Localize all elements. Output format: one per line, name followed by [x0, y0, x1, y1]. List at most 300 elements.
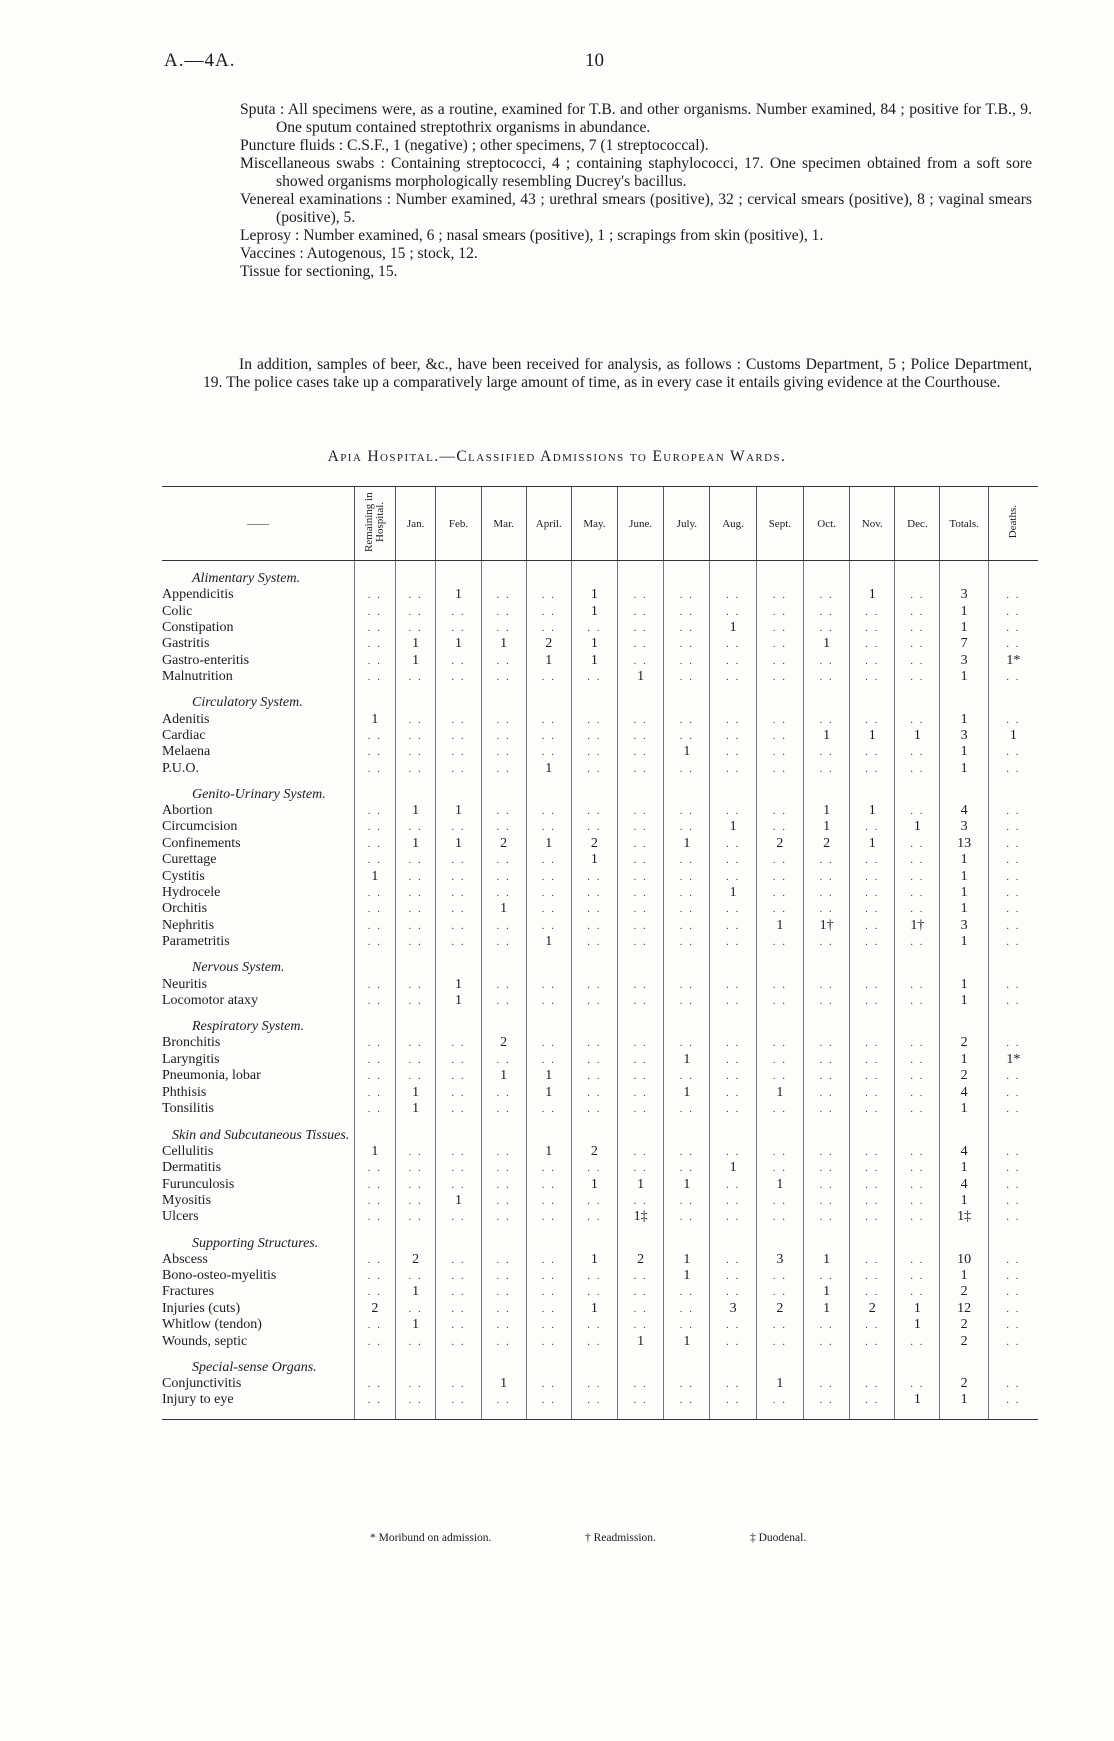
paragraph-sputa: Sputa : All specimens were, as a routine, examined for T.B. and other organisms. Number examined, 84 ; positive for T.B., 9. One sputum contained streptothrix organisms in abundance.: [240, 101, 1032, 136]
empty-placeholder: . .: [355, 1052, 396, 1068]
table-cell: 2: [804, 836, 850, 852]
table-cell: 1*: [988, 1052, 1038, 1068]
empty-cell: [940, 1226, 988, 1252]
lab-report-paragraphs: [240, 101, 1032, 281]
empty-placeholder: . .: [355, 1252, 396, 1268]
column-header-july: July.: [664, 487, 710, 561]
empty-placeholder: . .: [436, 669, 481, 685]
section-header-row: [162, 777, 1038, 803]
empty-cell: [395, 1226, 436, 1252]
empty-placeholder: . .: [988, 587, 1038, 603]
table-cell: 3: [940, 918, 988, 934]
empty-placeholder: . .: [804, 1333, 850, 1349]
empty-placeholder: . .: [710, 1268, 756, 1284]
empty-placeholder: . .: [710, 711, 756, 727]
table-cell: 1: [436, 976, 481, 992]
table-row: [162, 1376, 1038, 1392]
table-cell: 2: [756, 1301, 803, 1317]
empty-placeholder: . .: [571, 1193, 617, 1209]
table-cell: 2: [571, 836, 617, 852]
empty-cell: [481, 1009, 526, 1035]
empty-placeholder: . .: [850, 1333, 895, 1349]
row-label: Myositis: [162, 1192, 212, 1208]
table-cell: 1: [804, 1252, 850, 1268]
empty-placeholder: . .: [756, 669, 803, 685]
empty-placeholder: . .: [355, 728, 396, 744]
table-cell: 1: [756, 918, 803, 934]
empty-placeholder: . .: [850, 819, 895, 835]
empty-placeholder: . .: [988, 744, 1038, 760]
empty-placeholder: . .: [526, 852, 571, 868]
table-row: [162, 901, 1038, 917]
table-cell: 1: [436, 993, 481, 1009]
empty-cell: [804, 1117, 850, 1143]
paragraph-puncture-fluids: Puncture fluids : C.S.F., 1 (negative) ; other specimens, 7 (1 streptococcal).: [240, 137, 709, 154]
empty-placeholder: . .: [481, 1101, 526, 1117]
empty-placeholder: . .: [395, 711, 436, 727]
table-cell: 1: [804, 1301, 850, 1317]
empty-placeholder: . .: [481, 653, 526, 669]
empty-placeholder: . .: [481, 1392, 526, 1419]
empty-cell: [756, 561, 803, 588]
empty-placeholder: . .: [571, 934, 617, 950]
table-row: [162, 1268, 1038, 1284]
empty-placeholder: . .: [756, 1392, 803, 1419]
empty-cell: [710, 1226, 756, 1252]
empty-cell: [940, 777, 988, 803]
empty-placeholder: . .: [710, 1392, 756, 1419]
empty-placeholder: . .: [618, 1193, 664, 1209]
empty-placeholder: . .: [436, 819, 481, 835]
empty-placeholder: . .: [804, 1144, 850, 1160]
empty-placeholder: . .: [804, 993, 850, 1009]
empty-placeholder: . .: [436, 761, 481, 777]
empty-cell: [710, 1117, 756, 1143]
paragraph-tissue: Tissue for sectioning, 15.: [240, 263, 398, 280]
empty-placeholder: . .: [850, 711, 895, 727]
empty-placeholder: . .: [618, 1376, 664, 1392]
empty-placeholder: . .: [526, 1252, 571, 1268]
empty-placeholder: . .: [436, 1317, 481, 1333]
table-cell: 1: [940, 603, 988, 619]
empty-placeholder: . .: [710, 1052, 756, 1068]
empty-placeholder: . .: [436, 885, 481, 901]
empty-placeholder: . .: [850, 901, 895, 917]
empty-cell: [571, 1350, 617, 1376]
empty-placeholder: . .: [895, 993, 940, 1009]
empty-cell: [804, 1350, 850, 1376]
row-label: Parametritis: [162, 934, 230, 950]
empty-cell: [355, 950, 396, 976]
empty-placeholder: . .: [618, 1035, 664, 1051]
paragraph-vaccines: Vaccines : Autogenous, 15 ; stock, 12.: [240, 245, 478, 262]
empty-placeholder: . .: [481, 603, 526, 619]
empty-cell: [571, 1117, 617, 1143]
empty-placeholder: . .: [988, 1035, 1038, 1051]
column-header-dec: Dec.: [895, 487, 940, 561]
footnote-duodenal: ‡ Duodenal.: [750, 1532, 807, 1544]
empty-placeholder: . .: [526, 993, 571, 1009]
table-row: [162, 1209, 1038, 1225]
paragraph-miscellaneous-swabs: Miscellaneous swabs : Containing streptococci, 4 ; containing staphylococci, 17. One specimen obtained from a soft sore showed organisms morphologically resembling Ducrey's bacillus.: [240, 155, 1032, 190]
empty-placeholder: . .: [895, 603, 940, 619]
empty-placeholder: . .: [355, 1160, 396, 1176]
table-cell: 2: [940, 1376, 988, 1392]
empty-cell: [940, 1117, 988, 1143]
admissions-table: [162, 486, 1038, 1420]
empty-placeholder: . .: [395, 587, 436, 603]
table-cell: 1: [710, 885, 756, 901]
empty-placeholder: . .: [355, 1193, 396, 1209]
table-cell: 1: [618, 1176, 664, 1192]
empty-cell: [526, 1009, 571, 1035]
table-row: [162, 669, 1038, 685]
table-row: [162, 728, 1038, 744]
empty-placeholder: . .: [395, 1268, 436, 1284]
empty-cell: [895, 561, 940, 588]
empty-placeholder: . .: [895, 669, 940, 685]
row-label: Cardiac: [162, 727, 206, 743]
table-cell: 1: [436, 836, 481, 852]
empty-placeholder: . .: [618, 868, 664, 884]
empty-placeholder: . .: [664, 587, 710, 603]
empty-cell: [850, 685, 895, 711]
empty-cell: [664, 1117, 710, 1143]
empty-cell: [355, 777, 396, 803]
table-cell: 1: [895, 819, 940, 835]
empty-placeholder: . .: [395, 1068, 436, 1084]
section-title: Genito-Urinary System.: [192, 786, 326, 802]
empty-placeholder: . .: [526, 901, 571, 917]
table-cell: 1: [481, 901, 526, 917]
table-header-row: [162, 487, 1038, 561]
empty-cell: [481, 1117, 526, 1143]
table-cell: 2: [756, 836, 803, 852]
empty-placeholder: . .: [481, 1193, 526, 1209]
empty-placeholder: . .: [664, 711, 710, 727]
empty-placeholder: . .: [481, 1144, 526, 1160]
empty-placeholder: . .: [481, 885, 526, 901]
empty-placeholder: . .: [355, 934, 396, 950]
empty-placeholder: . .: [436, 1376, 481, 1392]
row-label: Abscess: [162, 1251, 208, 1267]
empty-placeholder: . .: [481, 1317, 526, 1333]
empty-placeholder: . .: [481, 993, 526, 1009]
empty-cell: [355, 1117, 396, 1143]
table-cell: 1: [940, 885, 988, 901]
empty-placeholder: . .: [988, 1284, 1038, 1300]
empty-placeholder: . .: [895, 1084, 940, 1100]
empty-placeholder: . .: [618, 761, 664, 777]
empty-placeholder: . .: [571, 1376, 617, 1392]
empty-placeholder: . .: [664, 1209, 710, 1225]
empty-placeholder: . .: [988, 1333, 1038, 1349]
empty-placeholder: . .: [756, 1193, 803, 1209]
table-row: [162, 1333, 1038, 1349]
table-cell: 1: [436, 636, 481, 652]
section-header-row: [162, 950, 1038, 976]
empty-placeholder: . .: [988, 1068, 1038, 1084]
empty-placeholder: . .: [756, 1101, 803, 1117]
empty-placeholder: . .: [850, 1035, 895, 1051]
table-row: [162, 993, 1038, 1009]
section-header-row: [162, 1117, 1038, 1143]
empty-cell: [618, 1350, 664, 1376]
empty-placeholder: . .: [481, 744, 526, 760]
empty-placeholder: . .: [804, 669, 850, 685]
table-cell: 1: [526, 934, 571, 950]
empty-placeholder: . .: [895, 761, 940, 777]
table-cell: 1: [571, 587, 617, 603]
empty-placeholder: . .: [395, 1035, 436, 1051]
table-cell: 1: [940, 711, 988, 727]
empty-placeholder: . .: [895, 1176, 940, 1192]
empty-placeholder: . .: [355, 1392, 396, 1419]
column-header-remaining: [355, 487, 396, 561]
empty-placeholder: . .: [756, 653, 803, 669]
table-cell: 2: [571, 1144, 617, 1160]
table-cell: 1: [756, 1176, 803, 1192]
empty-placeholder: . .: [850, 669, 895, 685]
row-label: Phthisis: [162, 1084, 207, 1100]
empty-placeholder: . .: [664, 993, 710, 1009]
footnote-moribund: * Moribund on admission.: [370, 1532, 492, 1544]
empty-placeholder: . .: [710, 636, 756, 652]
table-cell: 1: [395, 803, 436, 819]
table-cell: 3: [940, 587, 988, 603]
table-cell: 1: [804, 728, 850, 744]
empty-placeholder: . .: [481, 1333, 526, 1349]
empty-cell: [664, 1009, 710, 1035]
empty-placeholder: . .: [618, 934, 664, 950]
empty-placeholder: . .: [756, 1144, 803, 1160]
empty-placeholder: . .: [395, 885, 436, 901]
row-label: Bronchitis: [162, 1035, 221, 1051]
empty-cell: [664, 561, 710, 588]
table-cell: 7: [940, 636, 988, 652]
empty-placeholder: . .: [850, 636, 895, 652]
empty-placeholder: . .: [850, 993, 895, 1009]
empty-placeholder: . .: [804, 1160, 850, 1176]
table-cell: 1: [664, 1268, 710, 1284]
empty-placeholder: . .: [618, 1301, 664, 1317]
empty-cell: [804, 777, 850, 803]
empty-cell: [756, 685, 803, 711]
empty-cell: [804, 950, 850, 976]
empty-cell: [895, 1009, 940, 1035]
empty-placeholder: . .: [571, 1392, 617, 1419]
section-header-row: [162, 1350, 1038, 1376]
empty-placeholder: . .: [436, 744, 481, 760]
empty-placeholder: . .: [571, 744, 617, 760]
empty-placeholder: . .: [571, 1284, 617, 1300]
empty-placeholder: . .: [436, 1301, 481, 1317]
empty-placeholder: . .: [395, 819, 436, 835]
empty-cell: [940, 561, 988, 588]
empty-cell: [988, 1226, 1038, 1252]
table-cell: 1: [940, 852, 988, 868]
empty-placeholder: . .: [850, 1376, 895, 1392]
table-row: [162, 1176, 1038, 1192]
table-cell: 4: [940, 803, 988, 819]
empty-placeholder: . .: [395, 852, 436, 868]
empty-placeholder: . .: [618, 1084, 664, 1100]
empty-placeholder: . .: [804, 934, 850, 950]
empty-placeholder: . .: [895, 1144, 940, 1160]
empty-cell: [988, 1117, 1038, 1143]
empty-placeholder: . .: [355, 653, 396, 669]
empty-placeholder: . .: [355, 885, 396, 901]
empty-placeholder: . .: [355, 1268, 396, 1284]
empty-placeholder: . .: [436, 934, 481, 950]
section-title: Circulatory System.: [192, 695, 303, 711]
empty-cell: [618, 777, 664, 803]
empty-placeholder: . .: [850, 744, 895, 760]
empty-placeholder: . .: [850, 1068, 895, 1084]
table-cell: 1: [526, 1084, 571, 1100]
empty-placeholder: . .: [756, 819, 803, 835]
empty-placeholder: . .: [526, 1160, 571, 1176]
empty-cell: [850, 1350, 895, 1376]
empty-placeholder: . .: [395, 669, 436, 685]
empty-placeholder: . .: [526, 1193, 571, 1209]
empty-placeholder: . .: [988, 819, 1038, 835]
empty-placeholder: . .: [804, 1392, 850, 1419]
column-header-nov: Nov.: [850, 487, 895, 561]
empty-cell: [526, 1350, 571, 1376]
table-cell: 2: [481, 1035, 526, 1051]
empty-placeholder: . .: [710, 1084, 756, 1100]
empty-placeholder: . .: [481, 852, 526, 868]
empty-placeholder: . .: [618, 852, 664, 868]
empty-placeholder: . .: [664, 761, 710, 777]
empty-cell: [526, 1226, 571, 1252]
empty-cell: [664, 685, 710, 711]
empty-placeholder: . .: [618, 587, 664, 603]
empty-cell: [940, 950, 988, 976]
empty-placeholder: . .: [355, 1376, 396, 1392]
empty-placeholder: . .: [756, 711, 803, 727]
empty-cell: [526, 777, 571, 803]
footnote-readmission: † Readmission.: [585, 1532, 656, 1544]
section-header-row: [162, 1009, 1038, 1035]
empty-placeholder: . .: [895, 711, 940, 727]
empty-placeholder: . .: [756, 803, 803, 819]
empty-placeholder: . .: [618, 993, 664, 1009]
table-cell: 1: [355, 868, 396, 884]
empty-placeholder: . .: [804, 603, 850, 619]
empty-placeholder: . .: [850, 868, 895, 884]
empty-placeholder: . .: [804, 852, 850, 868]
table-cell: 1†: [895, 918, 940, 934]
empty-placeholder: . .: [395, 1376, 436, 1392]
table-cell: 1: [526, 1068, 571, 1084]
empty-placeholder: . .: [436, 1084, 481, 1100]
empty-placeholder: . .: [526, 1052, 571, 1068]
empty-placeholder: . .: [988, 1268, 1038, 1284]
table-row: [162, 1144, 1038, 1160]
empty-placeholder: . .: [664, 653, 710, 669]
empty-placeholder: . .: [710, 901, 756, 917]
row-label: Pneumonia, lobar: [162, 1068, 261, 1084]
empty-placeholder: . .: [571, 1333, 617, 1349]
column-header-june: June.: [618, 487, 664, 561]
empty-placeholder: . .: [988, 1144, 1038, 1160]
empty-placeholder: . .: [436, 918, 481, 934]
section-header-row: [162, 1226, 1038, 1252]
empty-placeholder: . .: [664, 1160, 710, 1176]
empty-cell: [618, 1009, 664, 1035]
empty-placeholder: . .: [710, 868, 756, 884]
empty-cell: [664, 1350, 710, 1376]
empty-placeholder: . .: [895, 901, 940, 917]
empty-placeholder: . .: [436, 711, 481, 727]
table-cell: 1: [664, 836, 710, 852]
empty-placeholder: . .: [988, 868, 1038, 884]
row-label: Adenitis: [162, 711, 210, 727]
empty-placeholder: . .: [710, 653, 756, 669]
table-cell: 1: [664, 1052, 710, 1068]
empty-cell: [481, 685, 526, 711]
table-cell: 4: [940, 1176, 988, 1192]
row-label: Dermatitis: [162, 1160, 222, 1176]
empty-placeholder: . .: [804, 761, 850, 777]
empty-placeholder: . .: [804, 976, 850, 992]
empty-placeholder: . .: [436, 901, 481, 917]
table-cell: 2: [481, 836, 526, 852]
table-row: [162, 1252, 1038, 1268]
empty-placeholder: . .: [481, 1284, 526, 1300]
empty-placeholder: . .: [988, 1160, 1038, 1176]
row-label: Circumcision: [162, 819, 238, 835]
empty-placeholder: . .: [895, 885, 940, 901]
row-label: Wounds, septic: [162, 1333, 248, 1349]
empty-placeholder: . .: [571, 1101, 617, 1117]
table-cell: 1: [395, 636, 436, 652]
table-cell: 10: [940, 1252, 988, 1268]
empty-placeholder: . .: [804, 1317, 850, 1333]
empty-placeholder: . .: [895, 1376, 940, 1392]
empty-placeholder: . .: [756, 901, 803, 917]
empty-placeholder: . .: [395, 1144, 436, 1160]
table-cell: 1: [571, 636, 617, 652]
empty-cell: [850, 561, 895, 588]
empty-placeholder: . .: [526, 819, 571, 835]
empty-placeholder: . .: [756, 636, 803, 652]
table-row: [162, 836, 1038, 852]
empty-placeholder: . .: [895, 653, 940, 669]
empty-cell: [481, 561, 526, 588]
table-cell: 1: [571, 852, 617, 868]
empty-placeholder: . .: [355, 669, 396, 685]
column-header-feb: Feb.: [436, 487, 481, 561]
empty-placeholder: . .: [481, 669, 526, 685]
empty-cell: [664, 950, 710, 976]
table-row: [162, 620, 1038, 636]
empty-cell: [618, 561, 664, 588]
empty-placeholder: . .: [664, 934, 710, 950]
empty-placeholder: . .: [804, 1268, 850, 1284]
empty-placeholder: . .: [804, 653, 850, 669]
empty-placeholder: . .: [395, 620, 436, 636]
empty-placeholder: . .: [481, 1052, 526, 1068]
table-cell: 1: [526, 761, 571, 777]
table-cell: 12: [940, 1301, 988, 1317]
empty-placeholder: . .: [710, 803, 756, 819]
empty-placeholder: . .: [895, 1252, 940, 1268]
empty-placeholder: . .: [804, 901, 850, 917]
empty-placeholder: . .: [526, 1376, 571, 1392]
